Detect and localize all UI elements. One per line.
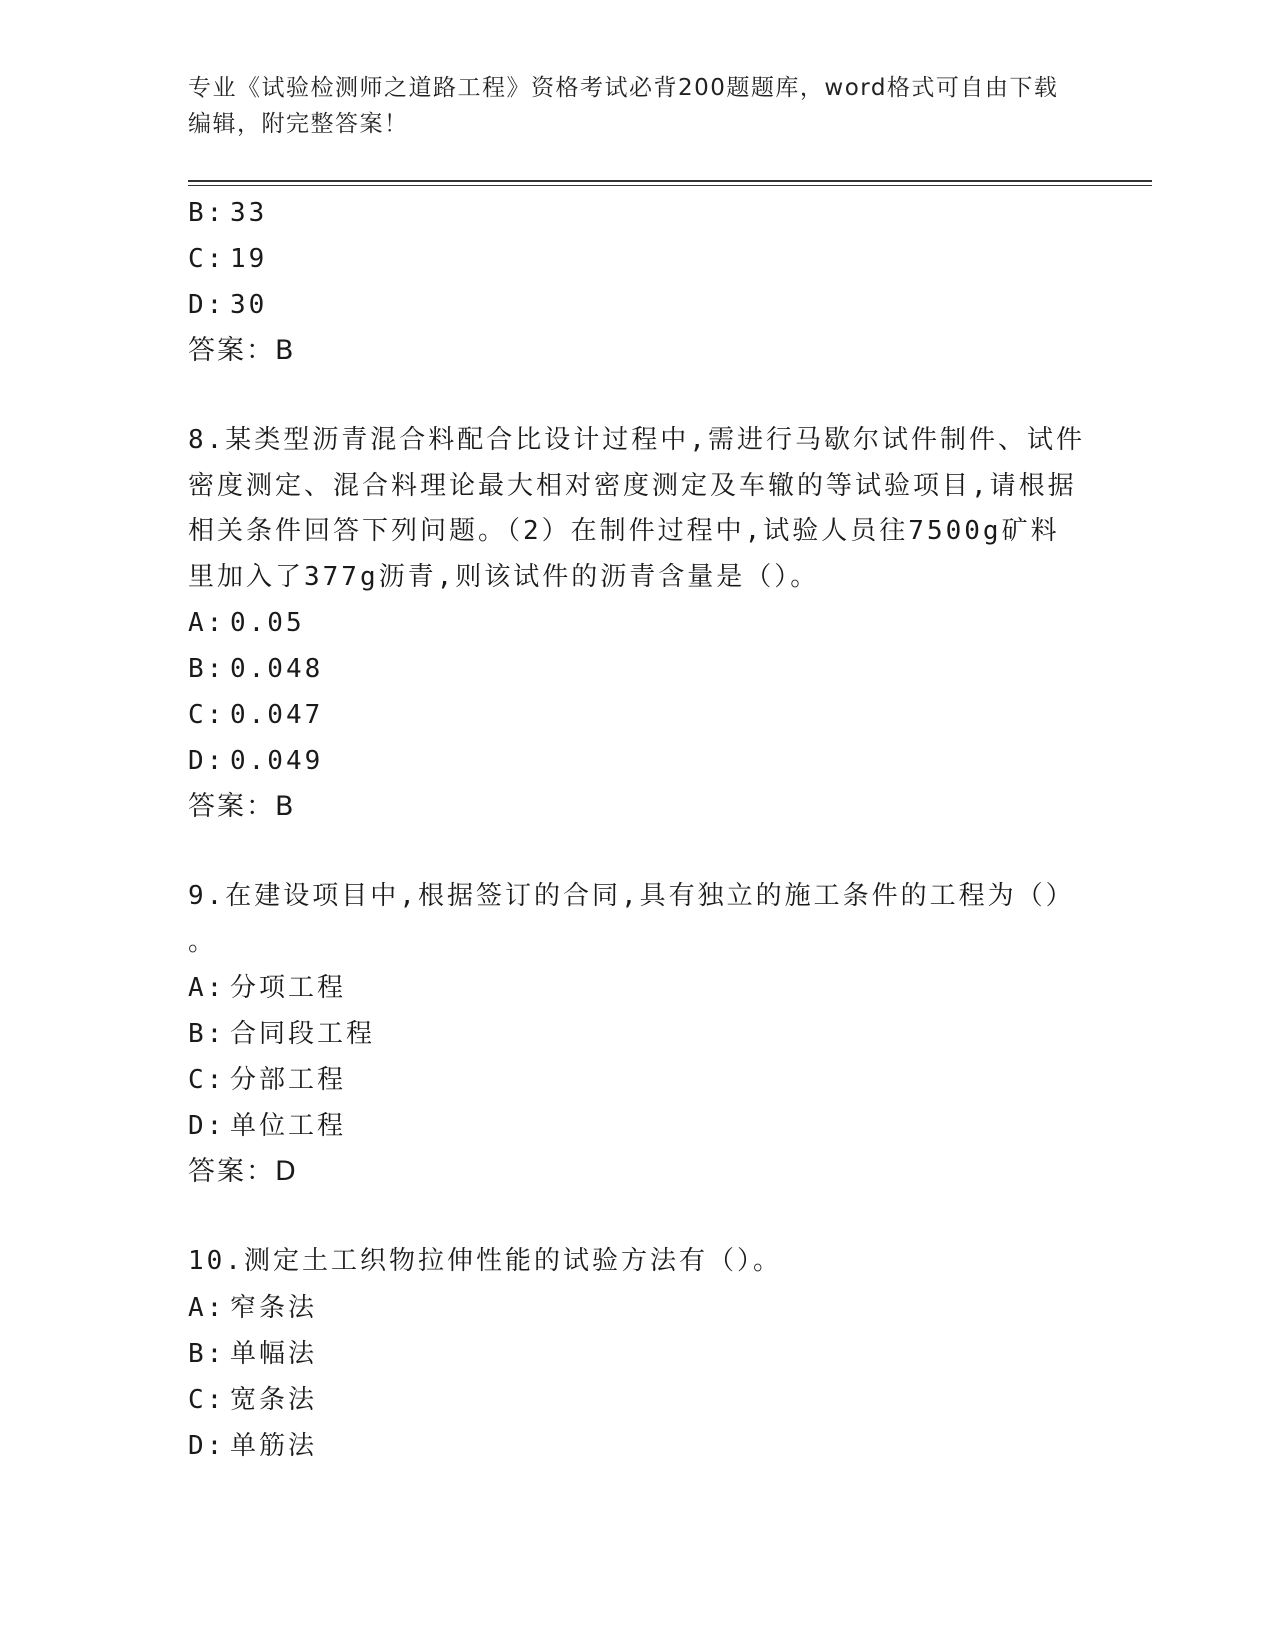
option-label: D: — [188, 1111, 226, 1141]
option-text: 分部工程 — [230, 1065, 347, 1095]
option-text: 单位工程 — [230, 1111, 347, 1141]
option-label: A: — [188, 1292, 226, 1323]
option-label: B: — [188, 198, 226, 228]
option-label: B: — [188, 654, 226, 684]
option-text: 分项工程 — [230, 973, 347, 1003]
option-label: C: — [188, 1384, 226, 1415]
option-text: 30 — [230, 290, 268, 320]
option-line — [188, 1331, 1088, 1377]
option-line — [188, 1103, 1088, 1149]
option-line — [188, 282, 1088, 328]
option-text: 单幅法 — [230, 1338, 318, 1369]
option-label: D: — [188, 290, 226, 320]
answer-line: 答案：B — [188, 335, 296, 366]
document-header — [188, 70, 1088, 142]
question-block-9 — [188, 874, 1088, 1195]
option-line — [188, 1011, 1088, 1057]
option-label: C: — [188, 1065, 226, 1095]
option-label: C: — [188, 700, 226, 730]
option-line — [188, 190, 1088, 236]
option-label: A: — [188, 973, 226, 1003]
option-text: 合同段工程 — [230, 1019, 376, 1049]
question-line: 里加入了377g沥青,则该试件的沥青含量是（）。 — [188, 561, 820, 592]
option-text: 0.047 — [230, 700, 324, 730]
option-line — [188, 1423, 1088, 1469]
option-label: C: — [188, 244, 226, 274]
header-title-line-1: 专业《试验检测师之道路工程》资格考试必背200题题库，word格式可自由下载 — [188, 75, 1059, 101]
option-label: B: — [188, 1338, 226, 1369]
question-block-8 — [188, 418, 1088, 830]
option-line — [188, 646, 1088, 692]
option-text: 19 — [230, 244, 268, 274]
question-line: 9.在建设项目中,根据签订的合同,具有独立的施工条件的工程为（） — [188, 881, 1075, 911]
option-label: D: — [188, 1430, 226, 1461]
header-rule-thick — [188, 180, 1152, 182]
option-text: 窄条法 — [230, 1292, 318, 1323]
option-label: B: — [188, 1019, 226, 1049]
question-line: 相关条件回答下列问题。（2）在制件过程中,试验人员往7500g矿料 — [188, 516, 1060, 546]
question-line: 。 — [188, 926, 218, 957]
option-line — [188, 600, 1088, 646]
answer-line: 答案：D — [188, 1156, 298, 1187]
option-label: A: — [188, 608, 226, 638]
option-line — [188, 965, 1088, 1011]
option-text: 0.048 — [230, 654, 324, 684]
option-line — [188, 738, 1088, 784]
question-line: 密度测定、混合料理论最大相对密度测定及车辙的等试验项目,请根据 — [188, 470, 1077, 501]
option-line — [188, 236, 1088, 282]
question-line: 10.测定土工织物拉伸性能的试验方法有（）。 — [188, 1246, 782, 1276]
question-block-10 — [188, 1239, 1088, 1469]
option-text: 33 — [230, 198, 268, 228]
option-line — [188, 1057, 1088, 1103]
answer-line: 答案：B — [188, 791, 296, 822]
question-line: 8.某类型沥青混合料配合比设计过程中,需进行马歇尔试件制件、试件 — [188, 425, 1085, 455]
option-line — [188, 692, 1088, 738]
option-text: 0.05 — [230, 608, 305, 638]
header-rule-thin — [188, 185, 1152, 186]
option-text: 宽条法 — [230, 1384, 318, 1415]
prev-question-block — [188, 190, 1088, 374]
document-content — [188, 190, 1088, 1469]
option-text: 0.049 — [230, 746, 324, 776]
option-label: D: — [188, 746, 226, 776]
option-line — [188, 1285, 1088, 1331]
option-line — [188, 1377, 1088, 1423]
header-title-line-2: 编辑，附完整答案！ — [188, 111, 409, 137]
option-text: 单筋法 — [230, 1430, 318, 1461]
